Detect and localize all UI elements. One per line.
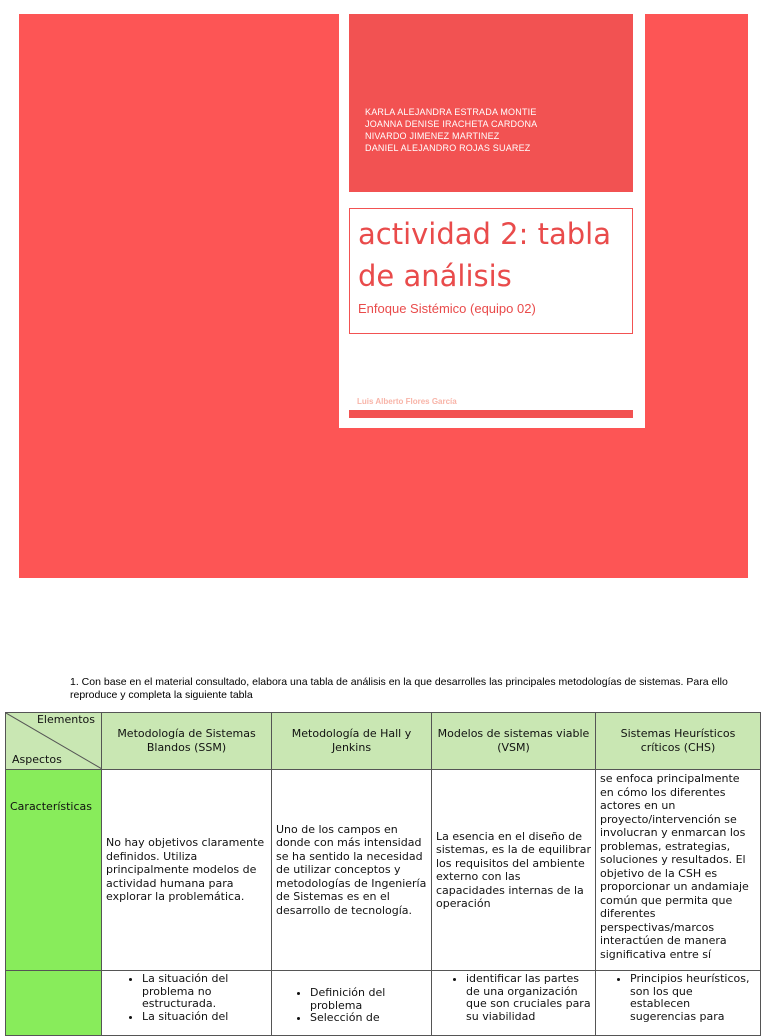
author-name: DANIEL ALEJANDRO ROJAS SUAREZ — [365, 143, 531, 153]
list-item: • identificar las partes de una organización que son cruciales para su viabilidad — [466, 973, 591, 1023]
decorative-bar — [349, 410, 633, 418]
document-subtitle: Enfoque Sistémico (equipo 02) — [358, 301, 536, 316]
list-item: • La situación del — [142, 1011, 267, 1024]
table-row — [6, 971, 761, 1036]
bullet-list — [600, 973, 756, 1023]
teacher-name: Luis Alberto Flores García — [357, 397, 457, 406]
cover-panel — [339, 14, 645, 428]
bullet-list — [436, 973, 591, 1023]
bullet-list — [106, 973, 267, 1023]
table-cell: Uno de los campos en donde con más intensidad se ha sentido la necesidad de utilizar conceptos y metodologías de Ingeniería de Sistemas es en el desarrollo de tecnología. — [272, 770, 432, 971]
list-item: • La situación del problema no estructurada. — [142, 973, 267, 1011]
author-name: KARLA ALEJANDRA ESTRADA MONTIE — [365, 107, 537, 117]
column-header: Sistemas Heurísticos críticos (CHS) — [596, 713, 761, 770]
table-cell: La esencia en el diseño de sistemas, es la de equilibrar los requisitos del ambiente externo con las capacidades internas de la operación — [432, 770, 596, 971]
column-header: Modelos de sistemas viable (VSM) — [432, 713, 596, 770]
instructions-text: 1. Con base en el material consultado, elabora una tabla de análisis en la que desarrolles las principales metodologías de sistemas. Para ello reproduce y completa la siguiente tabla — [70, 676, 728, 701]
cover-page — [19, 14, 748, 578]
list-item: • Definición del problema — [310, 987, 427, 1012]
table-corner-cell — [6, 713, 102, 770]
column-header: Metodología de Hall y Jenkins — [272, 713, 432, 770]
table-header-row — [6, 713, 761, 770]
bullet-list — [276, 987, 427, 1025]
list-item: • Selección de — [310, 1012, 427, 1025]
title-box — [349, 208, 633, 334]
row-label: Características — [10, 800, 93, 813]
row-label-cell — [6, 770, 102, 971]
table-row — [6, 770, 761, 971]
table-cell — [272, 971, 432, 1036]
table-cell: se enfoca principalmente en cómo los diferentes actores en un proyecto/intervención se involucran y enmarcan los problemas, estrategias, soluciones y resultados. El objetivo de la CSH es proporcionar un andamiaje común que permita que diferentes perspectivas/marcos interactúen de manera significativa entre sí — [596, 770, 761, 971]
author-list — [365, 106, 537, 154]
analysis-table — [5, 712, 761, 1036]
table-cell — [102, 971, 272, 1036]
author-name: NIVARDO JIMENEZ MARTINEZ — [365, 131, 500, 141]
list-item: • Principios heurísticos, son los que establecen sugerencias para — [630, 973, 756, 1023]
column-header: Metodología de Sistemas Blandos (SSM) — [102, 713, 272, 770]
table-cell — [596, 971, 761, 1036]
corner-label-aspects: Aspectos — [12, 753, 62, 766]
row-label-cell — [6, 971, 102, 1036]
table-cell: No hay objetivos claramente definidos. Utiliza principalmente modelos de actividad humana para explorar la problemática. — [102, 770, 272, 971]
author-name: JOANNA DENISE IRACHETA CARDONA — [365, 119, 538, 129]
authors-block — [349, 14, 633, 192]
document-title: actividad 2: tabla de análisis — [358, 217, 611, 293]
corner-label-elements: Elementos — [36, 713, 95, 726]
table-cell — [432, 971, 596, 1036]
